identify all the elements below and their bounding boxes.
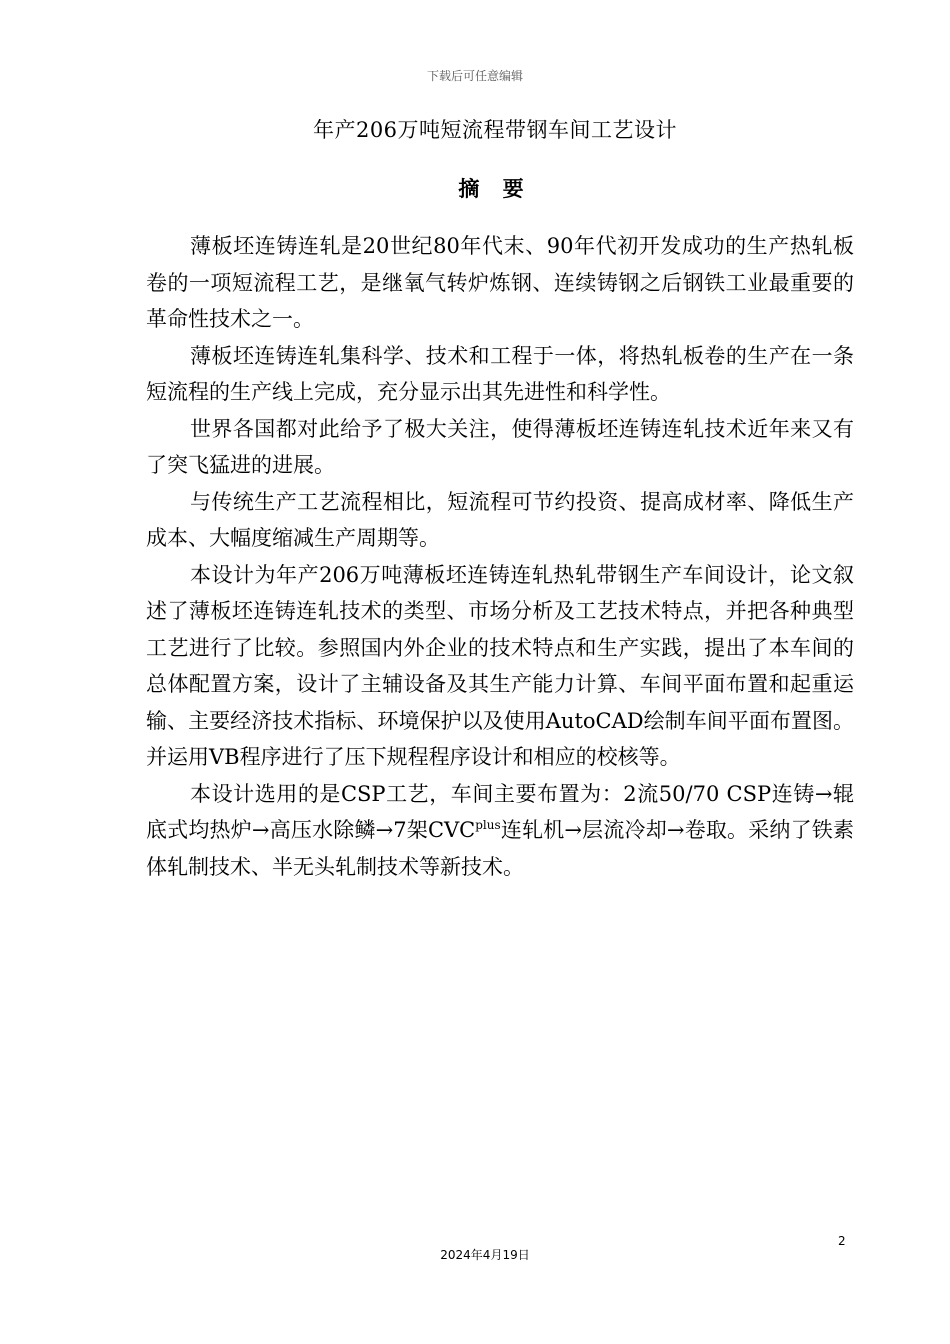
document-title: 年产206万吨短流程带钢车间工艺设计 — [312, 118, 678, 142]
abstract-paragraph-3: 世界各国都对此给予了极大关注，使得薄板坯连铸连轧技术近年来又有了突飞猛进的进展。 — [146, 416, 854, 477]
abstract-paragraph-1: 薄板坯连铸连轧是20世纪80年代末、90年代初开发成功的生产热轧板卷的一项短流程工艺，是继氧气转炉炼钢、连续铸钢之后钢铁工业最重要的革命性技术之一。 — [146, 234, 854, 331]
abstract-paragraph-4: 与传统生产工艺流程相比，短流程可节约投资、提高成材率、降低生产成本、大幅度缩减生产周期等。 — [146, 489, 854, 550]
abstract-body — [146, 228, 854, 885]
process-flow-text-continued: 连轧机→层流冷却→卷取。采纳了铁素体轧制技术、半无头轧制技术等新技术。 — [146, 818, 854, 879]
abstract-heading: 摘 要 — [458, 176, 532, 201]
abstract-paragraph-2: 薄板坯连铸连轧集科学、技术和工程于一体，将热轧板卷的生产在一条短流程的生产线上完成，充分显示出其先进性和科学性。 — [146, 343, 854, 404]
abstract-paragraph-6 — [146, 776, 854, 886]
process-flow-text: 本设计选用的是CSP工艺，车间主要布置为：2流50/70 CSP连铸→辊底式均热炉→高压水除鳞→7架CVC — [146, 781, 854, 842]
footer-date: 2024年4月19日 — [440, 1248, 530, 1262]
abstract-paragraph-5: 本设计为年产206万吨薄板坯连铸连轧热轧带钢生产车间设计，论文叙述了薄板坯连铸连轧技术的类型、市场分析及工艺技术特点，并把各种典型工艺进行了比较。参照国内外企业的技术特点和生产实践，提出了本车间的总体配置方案，设计了主辅设备及其生产能力计算、车间平面布置和起重运输、主要经济技术指标、环境保护以及使用AutoCAD绘制车间平面布置图。并运用VB程序进行了压下规程程序设计和相应的校核等。 — [146, 562, 854, 769]
page-number: 2 — [838, 1234, 846, 1248]
cvc-plus-superscript: plus — [475, 818, 501, 832]
header-note: 下载后可任意编辑 — [426, 69, 523, 83]
